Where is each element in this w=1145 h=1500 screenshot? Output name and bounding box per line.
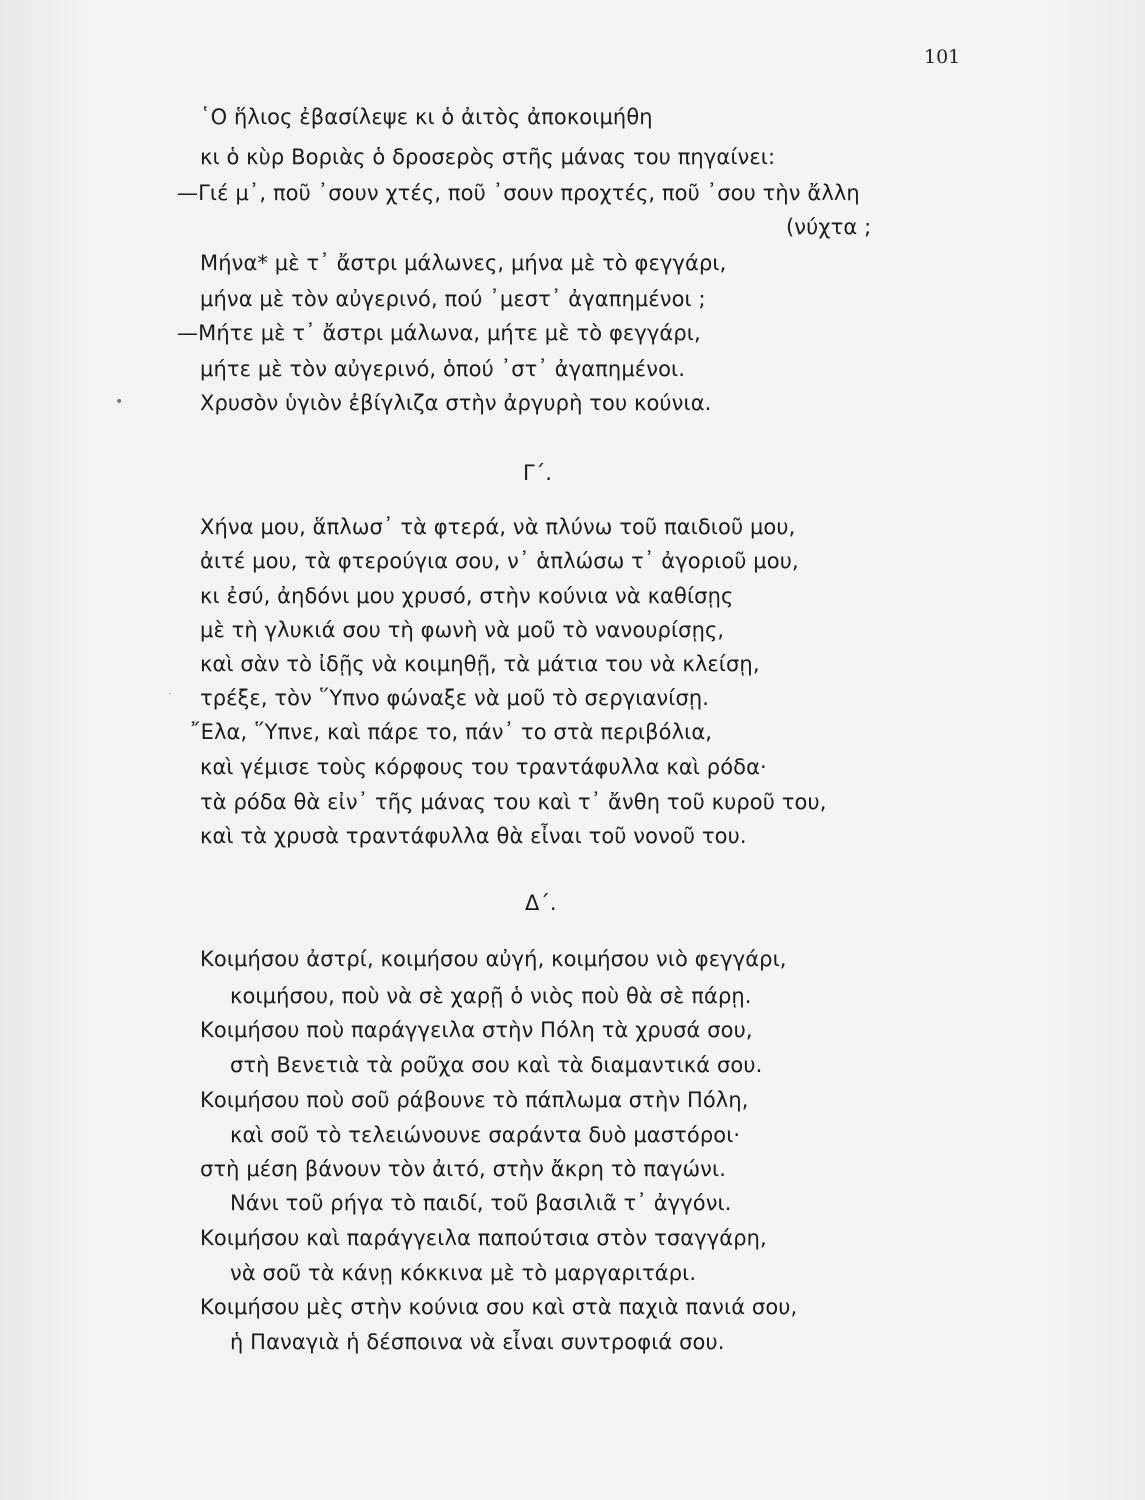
verse-line: καὶ σὰν τὸ ἰδῇς νὰ κοιμηθῇ, τὰ μάτια του νὰ κλείσῃ, bbox=[200, 652, 760, 676]
verse-line: στὴ μέση βάνουν τὸν ἀιτό, στὴν ἄκρη τὸ παγώνι. bbox=[200, 1157, 726, 1181]
verse-line: Μήνα* μὲ τ᾿ ἄστρι μάλωνες, μήνα μὲ τὸ φεγγάρι, bbox=[200, 251, 727, 275]
verse-line: ἀιτέ μου, τὰ φτερούγια σου, ν᾿ ἁπλώσω τ᾿ ἀγοριοῦ μου, bbox=[200, 549, 799, 573]
verse-line: στὴ Βενετιὰ τὰ ροῦχα σου καὶ τὰ διαμαντικά σου. bbox=[230, 1053, 763, 1077]
verse-line: καὶ τὰ χρυσὰ τραντάφυλλα θὰ εἶναι τοῦ νονοῦ του. bbox=[200, 824, 747, 848]
verse-line: νὰ σοῦ τὰ κάνῃ κόκκινα μὲ τὸ μαργαριτάρι. bbox=[230, 1261, 697, 1285]
section-heading-d: Δ΄. bbox=[525, 891, 557, 915]
verse-line: μήνα μὲ τὸν αὐγερινό, πού ᾿μεστ᾿ ἀγαπημένοι ; bbox=[200, 287, 706, 311]
section-heading-g: Γ΄. bbox=[523, 461, 552, 485]
verse-line: Κοιμήσου ἀστρί, κοιμήσου αὐγή, κοιμήσου νιὸ φεγγάρι, bbox=[200, 947, 787, 971]
verse-line: μήτε μὲ τὸν αὐγερινό, ὁπού ᾿στ᾿ ἀγαπημένοι. bbox=[200, 357, 685, 381]
verse-line: Χρυσὸν ὑγιὸν ἐβίγλιζα στὴν ἀργυρὴ του κούνια. bbox=[200, 391, 712, 415]
verse-line: Κοιμήσου καὶ παράγγειλα παπούτσια στὸν τσαγγάρη, bbox=[200, 1226, 767, 1250]
verse-line: ῎Ελα, ῞Υπνε, καὶ πάρε το, πάν᾿ το στὰ περιβόλια, bbox=[190, 720, 713, 744]
verse-line: ἡ Παναγιὰ ἡ δέσποινα νὰ εἶναι συντροφιά σου. bbox=[230, 1330, 725, 1354]
verse-line: Κοιμήσου ποὺ σοῦ ράβουνε τὸ πάπλωμα στὴν Πόλη, bbox=[200, 1088, 749, 1112]
verse-line: καὶ σοῦ τὸ τελειώνουνε σαράντα δυὸ μαστόροι· bbox=[230, 1123, 741, 1147]
verse-line: Χήνα μου, ἅπλωσ᾿ τὰ φτερά, νὰ πλύνω τοῦ παιδιοῦ μου, bbox=[200, 515, 796, 539]
verse-line: —Γιέ μ᾿, ποῦ ᾿σουν χτές, ποῦ ᾿σουν προχτές, ποῦ ᾿σου τὴν ἄλλη bbox=[177, 181, 860, 205]
verse-line: Κοιμήσου μὲς στὴν κούνια σου καὶ στὰ παχιὰ πανιά σου, bbox=[200, 1295, 798, 1319]
verse-line: —Μήτε μὲ τ᾿ ἄστρι μάλωνα, μήτε μὲ τὸ φεγγάρι, bbox=[177, 321, 701, 345]
verse-line: μὲ τὴ γλυκιά σου τὴ φωνὴ νὰ μοῦ τὸ νανουρίσῃς, bbox=[200, 618, 725, 642]
verse-line: Κοιμήσου ποὺ παράγγειλα στὴν Πόλη τὰ χρυσά σου, bbox=[200, 1018, 753, 1042]
verse-line: τρέξε, τὸν ῞Υπνο φώναξε νὰ μοῦ τὸ σεργιανίσῃ. bbox=[200, 686, 710, 710]
page-speck: • bbox=[115, 394, 124, 410]
verse-line: τὰ ρόδα θὰ εἰν᾿ τῆς μάνας του καὶ τ᾿ ἄνθη τοῦ κυροῦ του, bbox=[200, 790, 827, 814]
verse-line: κοιμήσου, ποὺ νὰ σὲ χαρῇ ὁ νιὸς ποὺ θὰ σὲ πάρῃ. bbox=[230, 984, 752, 1008]
verse-line: καὶ γέμισε τοὺς κόρφους του τραντάφυλλα καὶ ρόδα· bbox=[200, 755, 767, 779]
verse-line: Νάνι τοῦ ρήγα τὸ παιδί, τοῦ βασιλιᾶ τ᾿ ἀγγόνι. bbox=[230, 1191, 732, 1215]
verse-line: κι ὁ κὺρ Βοριὰς ὁ δροσερὸς στῆς μάνας του πηγαίνει: bbox=[200, 145, 776, 169]
verse-line: ῾Ο ἥλιος ἐβασίλεψε κι ὁ ἀιτὸς ἀποκοιμήθη bbox=[200, 105, 653, 129]
verse-line: κι ἐσύ, ἀηδόνι μου χρυσό, στὴν κούνια νὰ καθίσῃς bbox=[200, 584, 734, 608]
page-number: 101 bbox=[924, 46, 961, 68]
verse-line-continuation: (νύχτα ; bbox=[786, 215, 872, 239]
